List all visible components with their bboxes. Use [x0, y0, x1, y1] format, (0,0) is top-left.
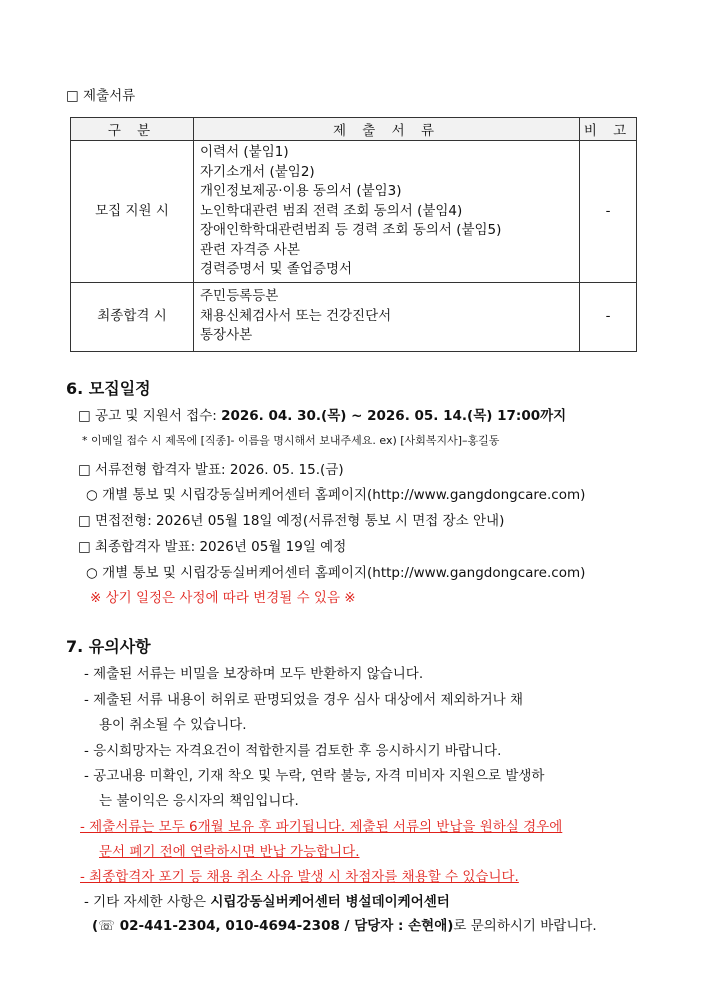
schedule-final-result: □ 최종합격자 발표: 2026년 05월 19일 예정 — [78, 539, 347, 555]
contact-line — [92, 914, 597, 934]
document-item: 주민등록등본 — [200, 288, 279, 305]
schedule-email-note: * 이메일 접수 시 제목에 [직종]- 이름을 명시해서 보내주세요. ex) [사회복지사]–홍길동 — [82, 434, 500, 447]
note-item: - 제출된 서류 내용이 허위로 판명되었을 경우 심사 대상에서 제외하거나 채 — [84, 692, 524, 708]
table-header-row — [71, 118, 637, 141]
document-item: 통장사본 — [200, 327, 253, 344]
schedule-change-warning: ※ 상기 일정은 사정에 따라 변경될 수 있음 ※ — [90, 590, 356, 606]
note-item-retention-continued: 문서 폐기 전에 연락하시면 반납 가능합니다. — [99, 844, 360, 860]
row-documents — [194, 282, 580, 351]
schedule-application-dates: 2026. 04. 30.(목) ~ 2026. 05. 14.(목) 17:00까지 — [221, 408, 567, 424]
note-item-alternate: - 최종합격자 포기 등 채용 취소 사유 발생 시 차점자를 채용할 수 있습니다. — [80, 869, 519, 885]
note-item: - 응시희망자는 자격요건이 적합한지를 검토한 후 응시하시기 바랍니다. — [84, 743, 502, 759]
document-item: 개인정보제공·이용 동의서 (붙임3) — [200, 183, 402, 199]
note-item-inquiry — [84, 890, 450, 910]
document-item: 관련 자격증 사본 — [200, 241, 300, 258]
note-item-continued: 는 불이익은 응시자의 책임입니다. — [99, 793, 299, 809]
submission-heading: □ 제출서류 — [66, 88, 136, 104]
note-item: - 제출된 서류는 비밀을 보장하며 모두 반환하지 않습니다. — [84, 666, 424, 682]
header-note: 비 고 — [580, 118, 637, 141]
document-item: 채용신체검사서 또는 건강진단서 — [200, 307, 392, 324]
document-item: 경력증명서 및 졸업증명서 — [200, 261, 353, 277]
inquiry-prefix: - 기타 자세한 사항은 — [84, 894, 211, 910]
row-documents — [194, 141, 580, 283]
schedule-final-notice: ○ 개별 통보 및 시립강동실버케어센터 홈페이지(http://www.gangdongcare.com) — [86, 565, 586, 581]
header-category: 구 분 — [71, 118, 194, 141]
row-note: - — [580, 141, 637, 283]
notes-heading: 7. 유의사항 — [66, 637, 151, 656]
schedule-application-period — [78, 404, 566, 424]
row-category: 최종합격 시 — [71, 282, 194, 351]
schedule-document-notice: ○ 개별 통보 및 시립강동실버케어센터 홈페이지(http://www.gangdongcare.com) — [86, 487, 586, 503]
submission-table — [70, 117, 637, 352]
note-item: - 공고내용 미확인, 기재 착오 및 누락, 연락 불능, 자격 미비자 지원으로 발생하 — [84, 768, 545, 784]
schedule-document-result: □ 서류전형 합격자 발표: 2026. 05. 15.(금) — [78, 462, 344, 478]
schedule-heading: 6. 모집일정 — [66, 379, 151, 398]
note-item-continued: 용이 취소될 수 있습니다. — [99, 717, 247, 733]
document-item: 자기소개서 (붙임2) — [200, 163, 315, 180]
table-row — [71, 282, 637, 351]
contact-info: (☏ 02-441-2304, 010-4694-2308 / 담당자 : 손현애) — [92, 918, 454, 934]
table-row — [71, 141, 637, 283]
document-item: 노인학대관련 범죄 전력 조회 동의서 (붙임4) — [200, 202, 463, 219]
row-note: - — [580, 282, 637, 351]
note-item-retention: - 제출서류는 모두 6개월 보유 후 파기됩니다. 제출된 서류의 반납을 원하실 경우에 — [80, 819, 563, 835]
schedule-interview: □ 면접전형: 2026년 05월 18일 예정(서류전형 통보 시 면접 장소 안내) — [78, 513, 505, 529]
row-category: 모집 지원 시 — [71, 141, 194, 283]
schedule-application-label: □ 공고 및 지원서 접수: — [78, 408, 222, 424]
header-documents: 제 출 서 류 — [194, 118, 580, 141]
inquiry-center-name: 시립강동실버케어센터 병설데이케어센터 — [210, 894, 450, 910]
document-item: 이력서 (붙임1) — [200, 144, 289, 160]
contact-suffix: 로 문의하시기 바랍니다. — [453, 918, 597, 934]
document-item: 장애인학학대관련범죄 등 경력 조회 동의서 (붙임5) — [200, 222, 502, 238]
